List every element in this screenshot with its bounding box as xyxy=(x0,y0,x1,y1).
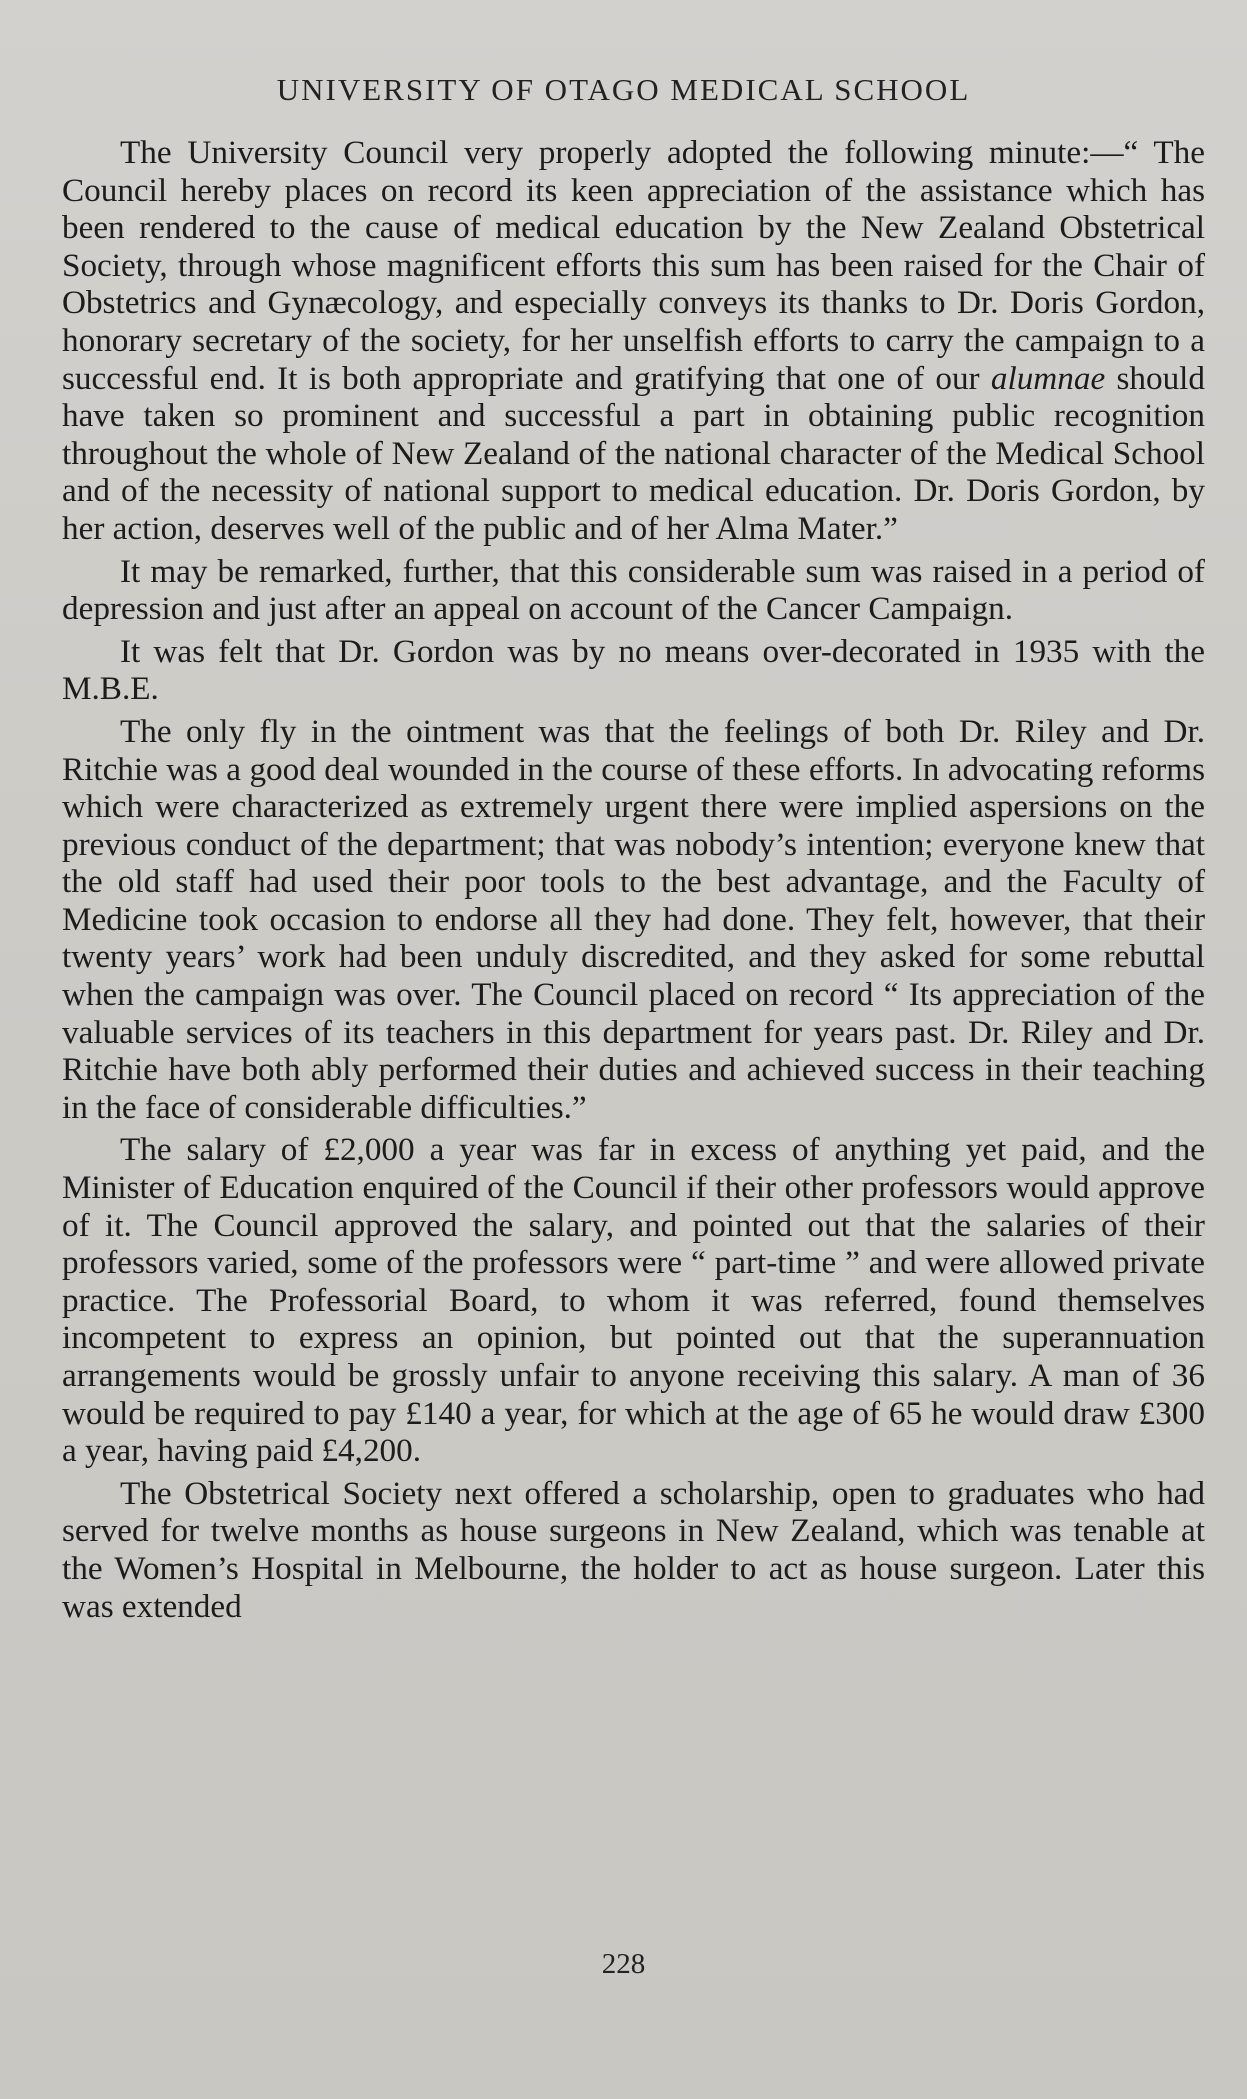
italic-term: alumnae xyxy=(990,359,1106,397)
paragraph-text: should have taken so prominent and successful a part in obtaining public recognition throughout the whole of New Zealand of the national character of the Medical School and of the necessity of national support to medical education. Dr. Doris Gordon, by her action, deserves well of the public and of her Alma Mater.” xyxy=(62,359,1205,547)
paragraph-scholarship: The Obstetrical Society next offered a scholarship, open to graduates who had served for twelve months as house surgeons in New Zealand, which was tenable at the Women’s Hospital in Melbourne, the holder to act as house surgeon. Later this was extended xyxy=(62,1474,1205,1625)
paragraph-depression: It may be remarked, further, that this considerable sum was raised in a period of depression and just after an appeal on account of the Cancer Campaign. xyxy=(62,552,1205,628)
running-head: UNIVERSITY OF OTAGO MEDICAL SCHOOL xyxy=(276,72,971,107)
paragraph-mbe: It was felt that Dr. Gordon was by no means over-decorated in 1935 with the M.B.E. xyxy=(62,632,1205,708)
body-text xyxy=(62,134,1205,1630)
paragraph-council-minute xyxy=(62,134,1205,548)
paragraph-salary: The salary of £2,000 a year was far in excess of anything yet paid, and the Minister of Education enquired of the Council if their other professors would approve of it. The Council approved the salary, and pointed out that the salaries of their professors varied, some of the professors were “ part-time ” and were allowed private practice. The Professorial Board, to whom it was referred, found themselves incompetent to express an opinion, but pointed out that the superannuation arrangements would be grossly unfair to anyone receiving this salary. A man of 36 would be required to pay £140 a year, for which at the age of 65 he would draw £300 a year, having paid £4,200. xyxy=(62,1131,1205,1470)
paragraph-text: The University Council very properly adopted the following minute:—“ The Council hereby places on record its keen appreciation of the assistance which has been rendered to the cause of medical education by the New Zealand Obstetrical Society, through whose magnificent efforts this sum has been raised for the Chair of Obstetrics and Gynæcology, and especially conveys its thanks to Dr. Doris Gordon, honorary secretary of the society, for her unselfish efforts to carry the campaign to a successful end. It is both appropriate and gratifying that one of our xyxy=(62,134,1205,397)
paragraph-fly-in-ointment: The only fly in the ointment was that the feelings of both Dr. Riley and Dr. Ritchie was a good deal wounded in the course of these efforts. In advocating reforms which were characterized as extremely urgent there were implied aspersions on the previous conduct of the department; that was nobody’s intention; everyone knew that the old staff had used their poor tools to the best advantage, and the Faculty of Medicine took occasion to endorse all they had done. They felt, however, that their twenty years’ work had been unduly discredited, and they asked for some rebuttal when the campaign was over. The Council placed on record “ Its appreciation of the valuable services of its teachers in this department for years past. Dr. Riley and Dr. Ritchie have both ably performed their duties and achieved success in their teaching in the face of considerable difficulties.” xyxy=(62,712,1205,1126)
page-number: 228 xyxy=(601,1948,646,1980)
